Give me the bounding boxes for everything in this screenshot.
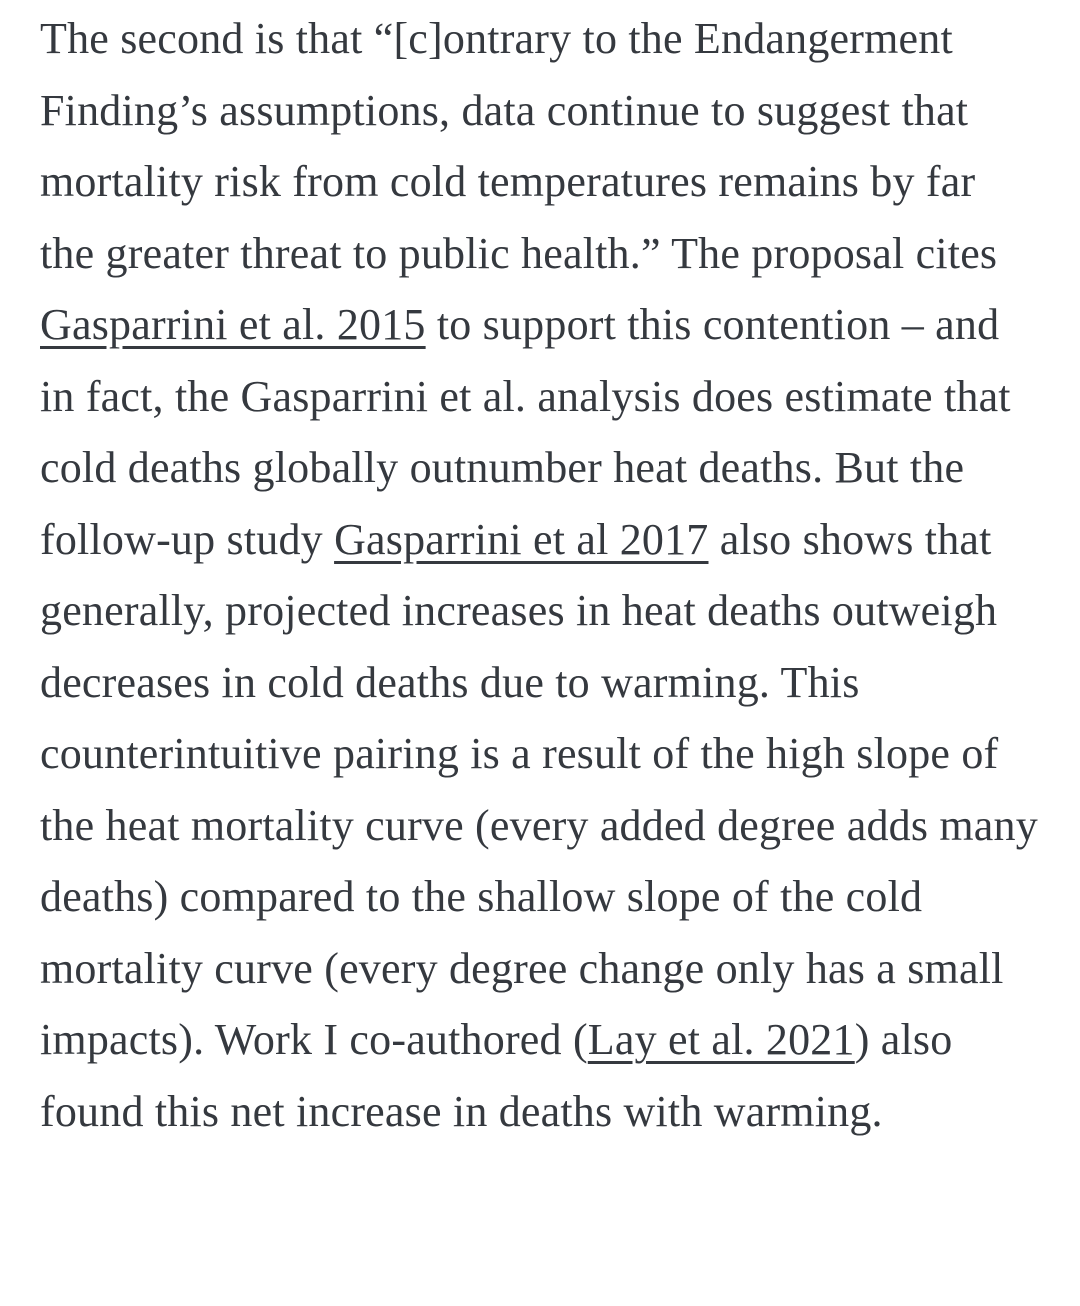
text-run-2: to support this contention – and in fact, the Gasparrini et al. analysis does estimate that cold deaths globally outnumber heat deaths. But the follow-up study	[40, 300, 1011, 564]
link-lay-et-al-2021[interactable]: Lay et al. 2021	[587, 1015, 855, 1064]
text-run-4: ) also found this net increase in deaths with warming.	[40, 1015, 953, 1136]
link-gasparrini-et-al-2017[interactable]: Gasparrini et al 2017	[334, 514, 709, 564]
link-gasparrini-et-al-2015[interactable]: Gasparrini et al. 2015	[40, 300, 426, 349]
article-paragraph	[40, 3, 1038, 1147]
text-run-1: The second is that “[c]ontrary to the Endangerment Finding’s assumptions, data continue to suggest that mortality risk from cold temperatures remains by far the greater threat to public health.” The proposal cites	[40, 14, 998, 278]
text-run-3: also shows that generally, projected increases in heat deaths outweigh decreases in cold deaths due to warming. This counterintuitive pairing is a result of the high slope of the heat mortality curve (every added degree adds many deaths) compared to the shallow slope of the cold mortality curve (every degree change only has a small impacts). Work I co-authored (	[40, 514, 1038, 1064]
